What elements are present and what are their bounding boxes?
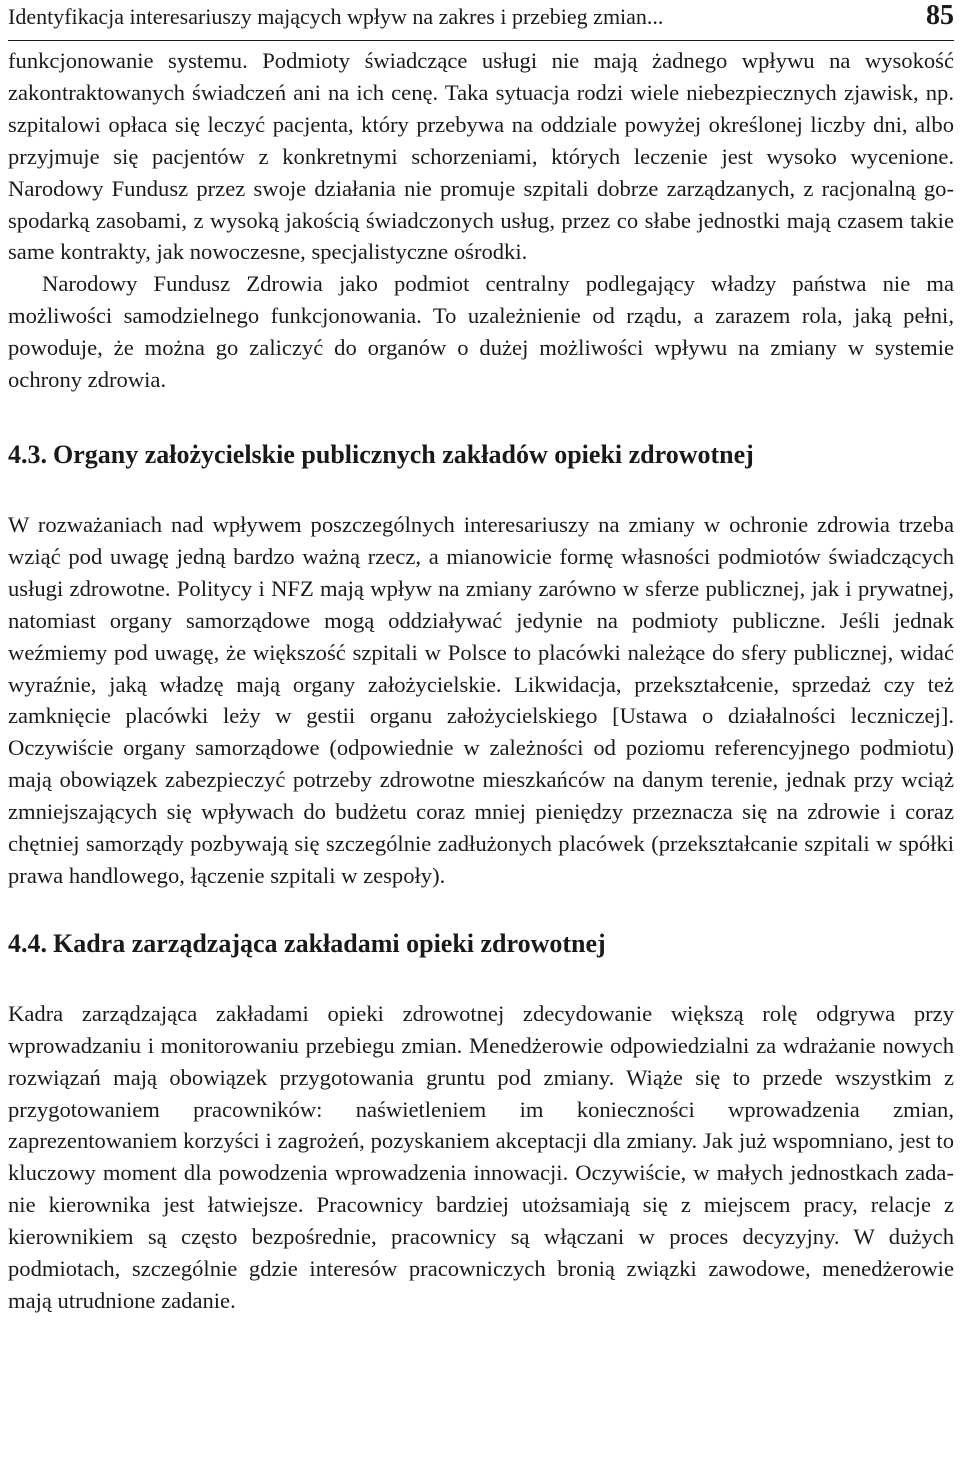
section-number: 4.3. xyxy=(8,439,47,469)
paragraph-nfz: Narodowy Fundusz Zdrowia jako podmiot centralny podlegający władzy państwa nie ma możliwości samodzielnego funkcjonowania. To uzależnienie od rządu, a zarazem rola, jaką pełni, powoduje, że można go zaliczyć do organów o dużej możliwości wpływu na zmiany w systemie ochrony zdrowia. xyxy=(8,271,954,393)
body-text xyxy=(8,45,954,1317)
section-title: Kadra zarządzająca zakładami opieki zdrowotnej xyxy=(53,928,606,958)
paragraph-section-4-4: Kadra zarządzająca zakładami opieki zdrowotnej zdecydowanie większą rolę odgrywa przy wprowadzaniu i monitorowaniu przebiegu zmian. Menedżerowie odpowiedzialni za wdrażanie nowych rozwiązań mają obowiązek przygotowania gruntu pod zmiany. Wiąże się to przede wszystkim z przygotowaniem pracowników: naświetleniem im konieczności wprowadzenia zmian, zaprezentowaniem korzyści i zagrożeń, pozyskaniem akceptacji dla zmiany. Jak już wspomniano, jest to kluczowy moment dla powodzenia wprowadzenia innowacji. Oczywiście, w małych jednostkach zadanie kierownika jest łatwiejsze. Pracownicy bardziej utożsamiają się z miejscem pracy, relacje z kierownikiem są często bezpośrednie, pracownicy są włączani w proces decyzyjny. W dużych podmiotach, szczególnie gdzie interesów pracowniczych bronią związki zawodowe, menedżerowie mają utrudnione zadanie. xyxy=(8,1000,954,1313)
running-header xyxy=(8,0,954,41)
section-title: Organy założycielskie publicznych zakładów opieki zdrowotnej xyxy=(53,439,754,469)
section-heading-4-4 xyxy=(8,928,954,960)
page-number: 85 xyxy=(926,0,954,31)
document-page xyxy=(8,0,954,1317)
paragraph-continued: funkcjonowanie systemu. Podmioty świadczące usługi nie mają żadnego wpływu na wysokość zakontraktowanych świadczeń ani na ich cenę. Taka sytuacja rodzi wiele niebezpiecznych zjawisk, np. szpitalowi opłaca się leczyć pacjenta, który przebywa na oddziale powyżej określonej liczby dni, albo przyjmuje się pacjentów z konkretnymi schorzeniami, których leczenie jest wysoko wycenione. Narodowy Fundusz przez swoje działania nie promuje szpitali dobrze zarządzanych, z racjonalną gospodarką zasobami, z wysoką jakością świadczonych usług, przez co słabe jednostki mają czasem takie same kontrakty, jak nowoczesne, specjalistyczne ośrodki. xyxy=(8,48,954,265)
paragraph-section-4-3: W rozważaniach nad wpływem poszczególnych interesariuszy na zmiany w ochronie zdrowia trzeba wziąć pod uwagę jedną bardzo ważną rzecz, a mianowicie formę własności podmiotów świadczących usługi zdrowotne. Politycy i NFZ mają wpływ na zmiany zarówno w sferze publicznej, jak i prywatnej, natomiast organy samorządowe mogą oddziaływać jedynie na podmioty publiczne. Jeśli jednak weźmiemy pod uwagę, że większość szpitali w Polsce to placówki należące do sfery publicznej, widać wyraźnie, jaką władzę mają organy założycielskie. Likwidacja, przekształcenie, sprzedaż czy też zamknięcie placówki leży w gestii organu założycielskiego [Ustawa o działalności leczniczej]. Oczywiście organy samorządowe (odpowiednie w zależności od poziomu referencyjnego podmiotu) mają obowiązek zabezpieczyć potrzeby zdrowotne mieszkańców na danym terenie, jednak przy wciąż zmniejszających się wpływach do budżetu coraz mniej pieniędzy przeznacza się na zdrowie i coraz chętniej samorządy pozbywają się szczególnie zadłużonych placówek (przekształcanie szpitali w spółki prawa handlowego, łączenie szpitali w zespoły). xyxy=(8,511,954,888)
running-title: Identyfikacja interesariuszy mających wpływ na zakres i przebieg zmian... xyxy=(8,4,664,29)
section-number: 4.4. xyxy=(8,928,47,958)
section-heading-4-3 xyxy=(8,439,954,471)
